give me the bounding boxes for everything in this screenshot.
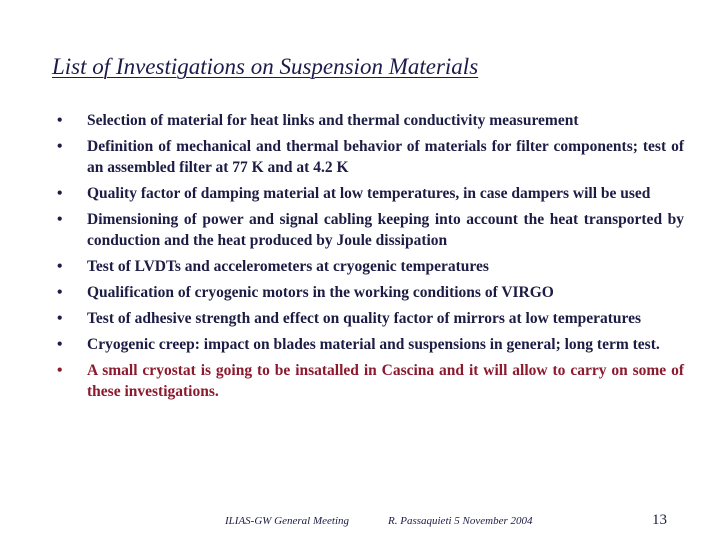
bullet-dot-icon: • [57, 211, 63, 228]
bullet-dot-icon: • [57, 185, 63, 202]
bullet-text: A small cryostat is going to be insatalled in Cascina and it will allow to carry on some of these investigations. [87, 362, 684, 400]
bullet-item [57, 136, 684, 178]
slide-title: List of Investigations on Suspension Materials [52, 54, 479, 79]
bullet-dot-icon: • [57, 258, 63, 275]
bullet-text: Quality factor of damping material at low temperatures, in case dampers will be used [87, 185, 651, 202]
bullet-dot-icon: • [57, 112, 63, 129]
bullet-text: Test of LVDTs and accelerometers at cryogenic temperatures [87, 258, 489, 275]
bullet-item [57, 209, 684, 251]
bullet-item [57, 110, 684, 131]
bullet-text: Definition of mechanical and thermal behavior of materials for filter components; test of an assembled filter at 77 K and at 4.2 K [87, 138, 684, 176]
bullet-item [57, 308, 684, 329]
bullet-item [57, 256, 684, 277]
bullet-dot-icon: • [57, 362, 63, 379]
bullet-item [57, 282, 684, 303]
bullet-text: Dimensioning of power and signal cabling keeping into account the heat transported by conduction and the heat produced by Joule dissipation [87, 211, 684, 249]
footer-author-date: R. Passaquieti 5 November 2004 [388, 515, 533, 527]
bullet-text: Qualification of cryogenic motors in the working conditions of VIRGO [87, 284, 554, 301]
footer-meeting: ILIAS-GW General Meeting [225, 515, 350, 527]
bullet-item [57, 183, 684, 204]
bullet-dot-icon: • [57, 310, 63, 327]
bullet-dot-icon: • [57, 336, 63, 353]
bullet-text: Selection of material for heat links and thermal conductivity measurement [87, 112, 579, 129]
bullet-dot-icon: • [57, 138, 63, 155]
bullet-dot-icon: • [57, 284, 63, 301]
bullet-item-highlight [57, 360, 684, 402]
bullet-text: Cryogenic creep: impact on blades material and suspensions in general; long term test. [87, 336, 660, 353]
bullet-item [57, 334, 684, 355]
page-number: 13 [652, 512, 667, 528]
bullet-text: Test of adhesive strength and effect on quality factor of mirrors at low temperatures [87, 310, 642, 327]
bullet-list [57, 110, 684, 407]
